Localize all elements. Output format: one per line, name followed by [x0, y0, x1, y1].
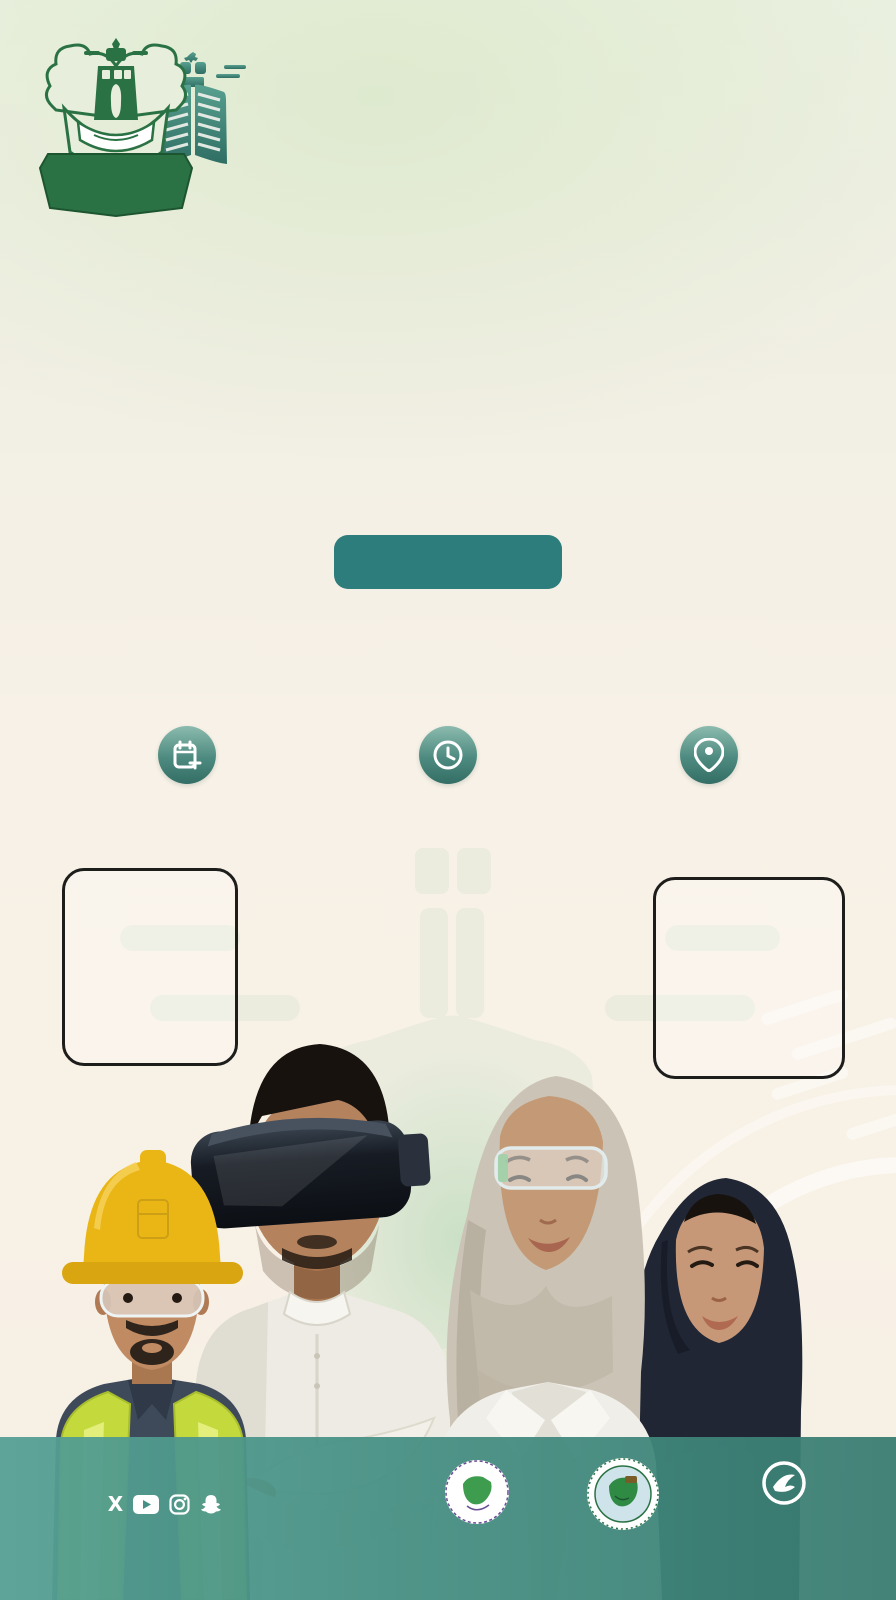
- x-twitter-icon[interactable]: X: [107, 1492, 124, 1516]
- silver-sponsor-logo: [443, 1458, 511, 1526]
- kau-logo: [36, 36, 196, 218]
- youtube-icon[interactable]: [133, 1495, 159, 1514]
- snapchat-icon[interactable]: [200, 1494, 222, 1515]
- detail-location: [579, 726, 840, 798]
- sponsor-gold: [560, 1448, 686, 1532]
- calendar-plus-icon: [158, 726, 216, 784]
- gold-sponsor-logo: [585, 1456, 661, 1532]
- footer-university-block: [40, 1482, 300, 1516]
- title-badge: [334, 535, 562, 589]
- sponsor-silver: [414, 1448, 540, 1526]
- clock-icon: [419, 726, 477, 784]
- event-details-row: [56, 726, 840, 798]
- qr-card-more-info: [62, 868, 238, 1066]
- sponsor-strategic: [700, 1448, 860, 1514]
- qr-code-register[interactable]: [690, 898, 808, 1016]
- qr-card-register: [653, 877, 845, 1079]
- detail-time: [56, 726, 317, 798]
- waqf-logo-icon: [761, 1460, 807, 1506]
- detail-date: [317, 726, 578, 798]
- instagram-icon[interactable]: [169, 1494, 190, 1515]
- qr-code-more-info[interactable]: [92, 887, 208, 1003]
- location-pin-icon: [680, 726, 738, 784]
